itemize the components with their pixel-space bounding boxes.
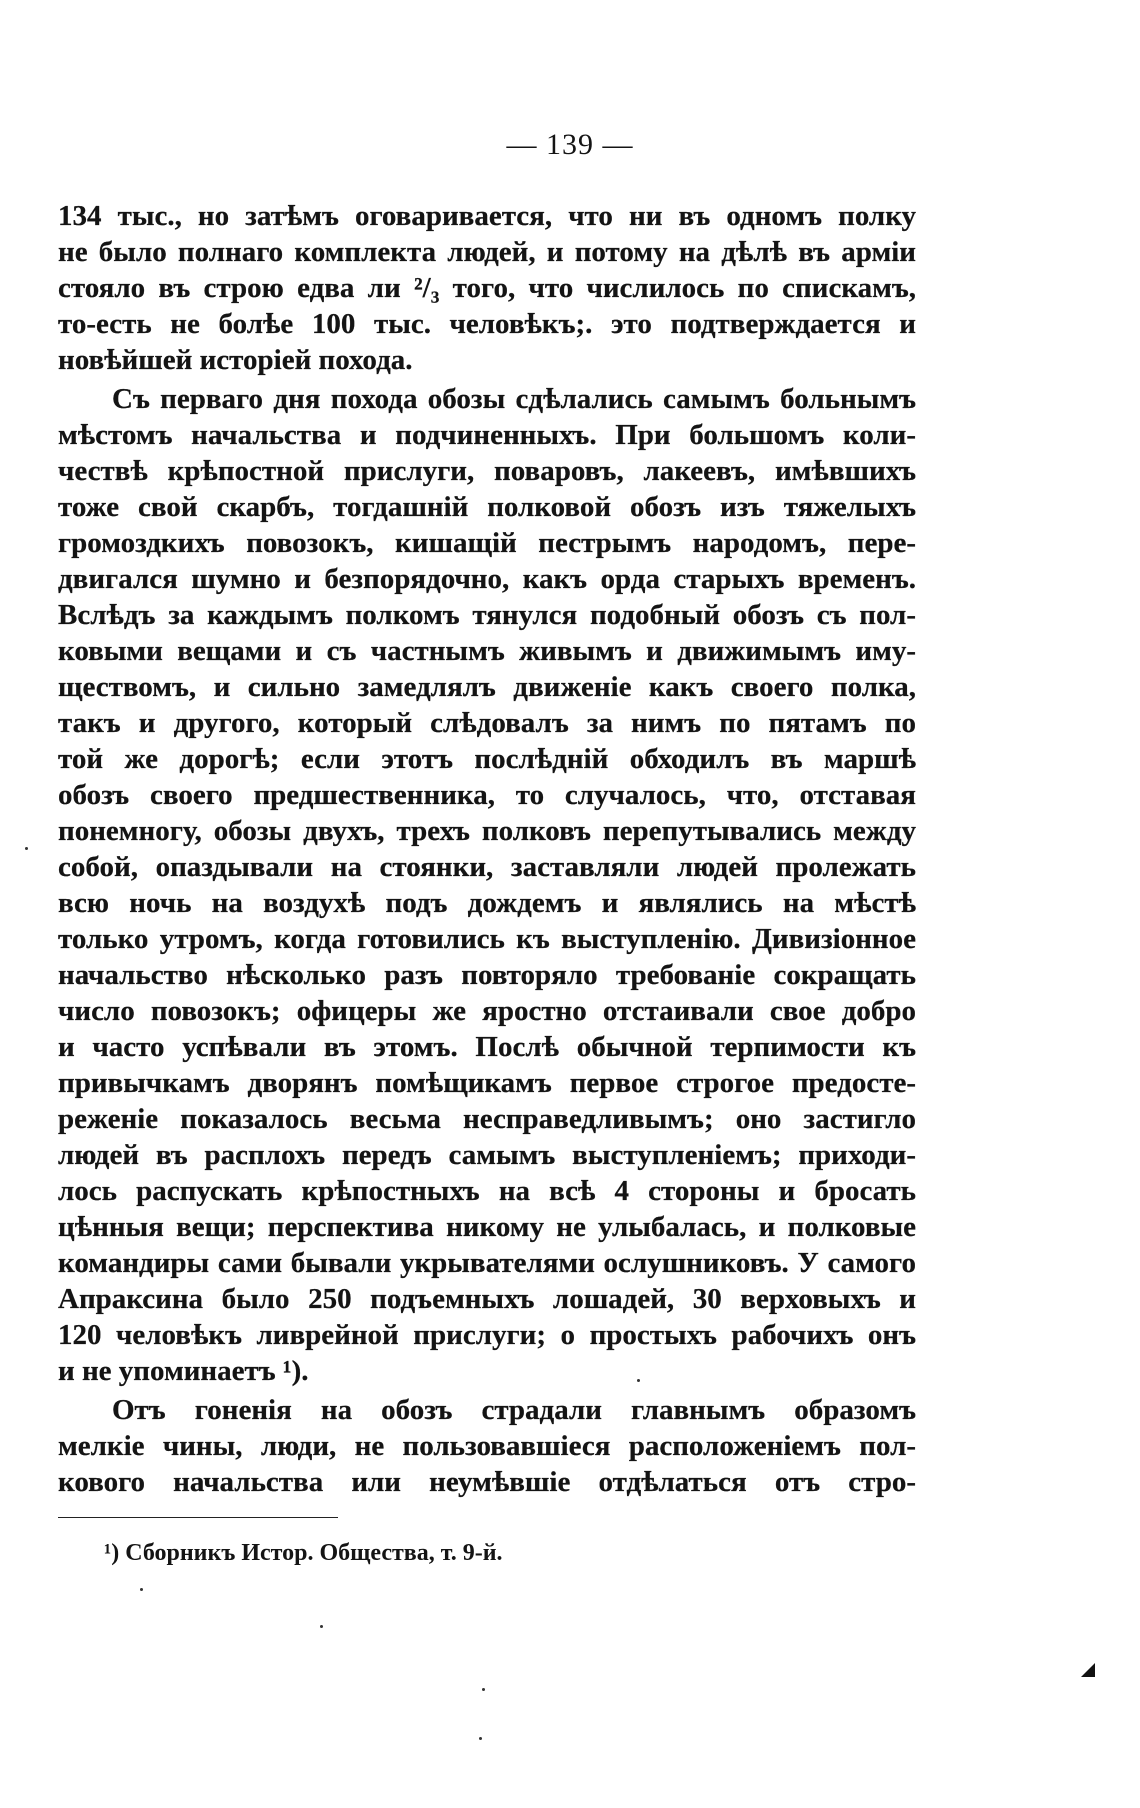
scan-corner-mark [1081, 1663, 1095, 1677]
text-line: Съ перваго дня похода обозы сдѣлались самымъ больнымъ [112, 383, 916, 415]
text-line: новѣйшей исторіей похода. [58, 344, 413, 376]
scan-speck [140, 1588, 143, 1591]
text-line: цѣнныя вещи; перспектива никому не улыбалась, и полковые [58, 1211, 916, 1243]
footnote: ¹) Сборникъ Истор. Общества, т. 9-й. [104, 1540, 503, 1566]
scan-speck [320, 1625, 323, 1628]
text-line: всю ночь на воздухѣ подъ дождемъ и являлись на мѣстѣ [58, 887, 916, 919]
text-line: Апраксина было 250 подъемныхъ лошадей, 30 верховыхъ и [58, 1283, 916, 1315]
scan-speck [482, 1688, 485, 1691]
text-line: привычкамъ дворянъ помѣщикамъ первое строгое предосте- [58, 1067, 916, 1099]
text-line: то-есть не болѣе 100 тыс. человѣкъ;. это подтверждается и [58, 308, 916, 340]
text-line: 134 тыс., но затѣмъ оговаривается, что ни въ одномъ полку [58, 200, 916, 232]
text-line: число повозокъ; офицеры же яростно отстаивали свое добро [58, 995, 916, 1027]
text-line: мѣстомъ начальства и подчиненныхъ. При большомъ коли- [58, 419, 916, 451]
scan-speck [479, 1737, 482, 1740]
text-line: тоже свой скарбъ, тогдашній полковой обозъ изъ тяжелыхъ [58, 491, 916, 523]
text-line: Отъ гоненія на обозъ страдали главнымъ образомъ [112, 1394, 916, 1426]
text-line: и не упоминаетъ ¹). [58, 1355, 309, 1387]
text-line: Вслѣдъ за каждымъ полкомъ тянулся подобный обозъ съ пол- [58, 599, 916, 631]
text-line: той же дорогѣ; если этотъ послѣдній обходилъ въ маршѣ [58, 743, 916, 775]
scan-speck [25, 847, 28, 850]
text-line: реженіе показалось весьма несправедливымъ; оно застигло [58, 1103, 916, 1135]
scan-speck [637, 1379, 640, 1382]
text-line: громоздкихъ повозокъ, кишащій пестрымъ народомъ, пере- [58, 527, 916, 559]
footnote-rule [58, 1517, 338, 1518]
text-line: 120 человѣкъ ливрейной прислуги; о простыхъ рабочихъ онъ [58, 1319, 916, 1351]
text-line: не было полнаго комплекта людей, и потому на дѣлѣ въ арміи [58, 236, 916, 268]
text-line: чествѣ крѣпостной прислуги, поваровъ, лакеевъ, имѣвшихъ [58, 455, 916, 487]
text-line: ществомъ, и сильно замедлялъ движеніе какъ своего полка, [58, 671, 916, 703]
text-line: лось распускать крѣпостныхъ на всѣ 4 стороны и бросать [58, 1175, 916, 1207]
text-line: понемногу, обозы двухъ, трехъ полковъ перепутывались между [58, 815, 916, 847]
text-line: кового начальства или неумѣвшіе отдѣлаться отъ стро- [58, 1466, 916, 1498]
text-line: собой, опаздывали на стоянки, заставляли людей пролежать [58, 851, 916, 883]
text-line: обозъ своего предшественника, то случалось, что, отставая [58, 779, 916, 811]
text-line: такъ и другого, который слѣдовалъ за нимъ по пятамъ по [58, 707, 916, 739]
text-line: двигался шумно и безпорядочно, какъ орда старыхъ временъ. [58, 563, 916, 595]
text-line: командиры сами бывали укрывателями ослушниковъ. У самого [58, 1247, 916, 1279]
text-line: только утромъ, когда готовились къ выступленію. Дивизіонное [58, 923, 916, 955]
text-line: и часто успѣвали въ этомъ. Послѣ обычной терпимости къ [58, 1031, 916, 1063]
text-line: людей въ расплохъ передъ самымъ выступленіемъ; приходи- [58, 1139, 916, 1171]
page-number: — 139 — [506, 128, 634, 161]
text-line: ковыми вещами и съ частнымъ живымъ и движимымъ иму- [58, 635, 916, 667]
text-line: мелкіе чины, люди, не пользовавшіеся расположеніемъ пол- [58, 1430, 916, 1462]
text-line: начальство нѣсколько разъ повторяло требованіе сокращать [58, 959, 916, 991]
text-line: стояло въ строю едва ли ²/₃ того, что числилось по спискамъ, [58, 272, 916, 304]
